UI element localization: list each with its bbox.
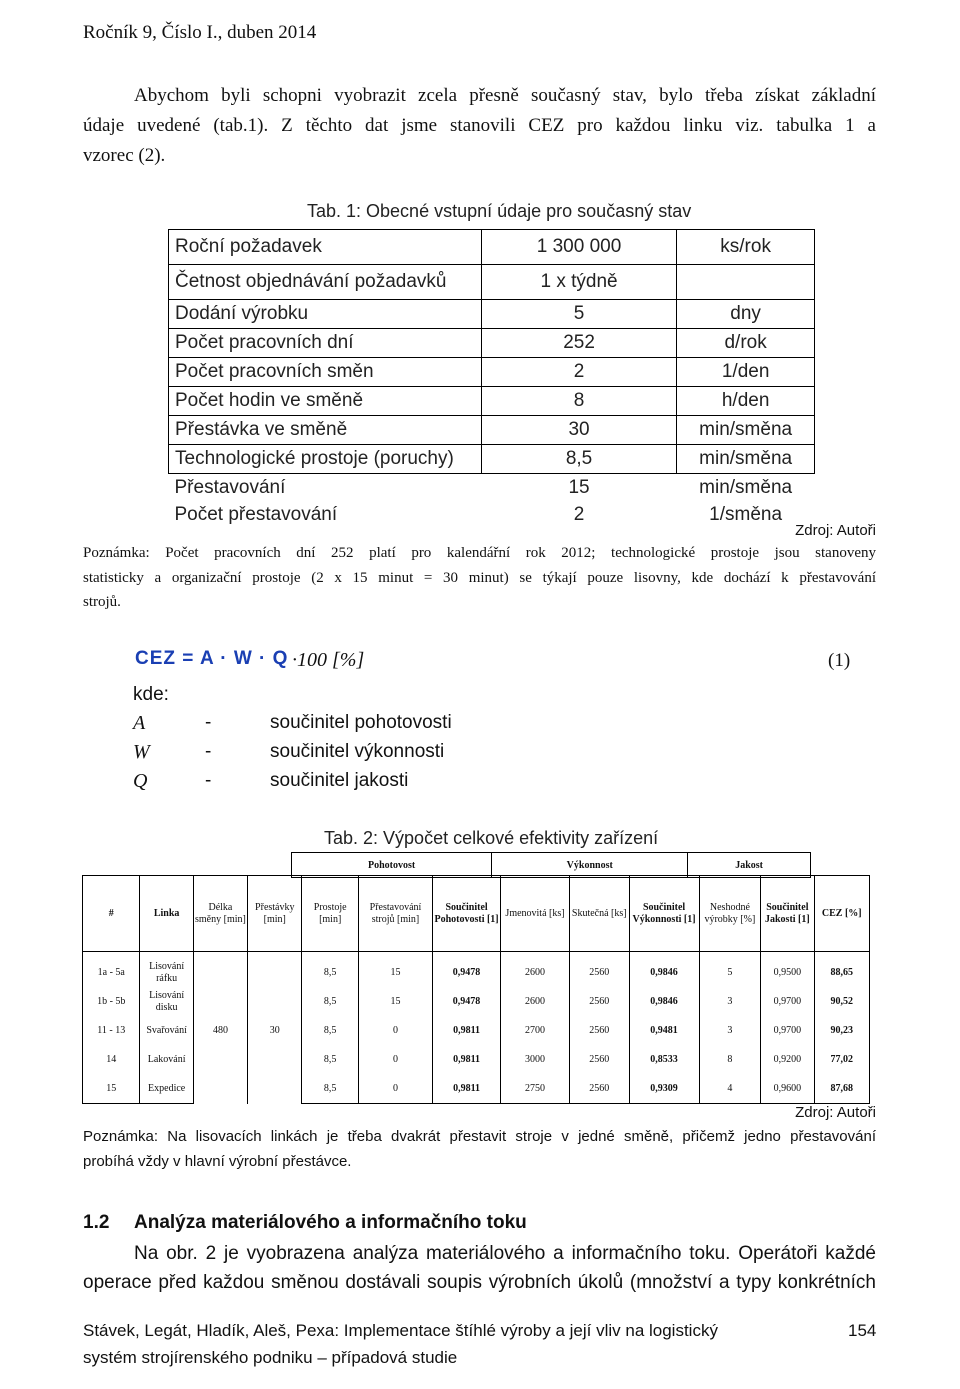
downtime-cell: 8,5: [302, 1016, 358, 1045]
table1-label: Roční požadavek: [169, 230, 482, 265]
table-row: [169, 329, 815, 358]
availability-cell: 0,9478: [433, 958, 501, 987]
column-header: Délka směny [min]: [193, 876, 247, 952]
journal-issue-header: Ročník 9, Číslo I., duben 2014: [83, 22, 317, 43]
section-body-line-1: Na obr. 2 je vyobrazena analýza materiálového a informačního toku. Operátoři každé: [134, 1243, 876, 1264]
intro-line-3: vzorec (2).: [83, 145, 166, 166]
quality-cell: 0,9600: [761, 1074, 814, 1104]
table1-unit: min/směna: [699, 477, 793, 498]
performance-cell: 0,9309: [629, 1074, 699, 1104]
table1-source: Zdroj: Autoři: [795, 522, 876, 539]
table-row: [169, 501, 815, 528]
table1-value: 2: [573, 504, 585, 525]
footer-authors-line-2: systém strojírenského podniku – případová studie: [83, 1348, 458, 1367]
variable-description: součinitel pohotovosti: [270, 712, 452, 733]
performance-cell: 0,9481: [629, 1016, 699, 1045]
actual-cell: 2560: [569, 987, 629, 1016]
column-header: Přestávky [min]: [248, 876, 302, 952]
page-number: 154: [848, 1321, 877, 1340]
availability-cell: 0,9478: [433, 987, 501, 1016]
table1-unit: min/směna: [677, 416, 815, 445]
row-line: Lisování disku: [140, 987, 193, 1016]
table1-label: Počet pracovních směn: [169, 358, 482, 387]
defects-cell: 3: [699, 1016, 761, 1045]
table1-caption: Tab. 1: Obecné vstupní údaje pro současný stav: [307, 201, 692, 221]
column-header: Prostoje [min]: [302, 876, 358, 952]
nominal-cell: 2600: [501, 958, 570, 987]
actual-cell: 2560: [569, 1016, 629, 1045]
intro-line-1: Abychom byli schopni vyobrazit zcela přesně současný stav, bylo třeba získat základní: [134, 85, 876, 106]
table1-unit: [677, 265, 815, 300]
table2-source: Zdroj: Autoři: [795, 1104, 876, 1121]
table1-label: Dodání výrobku: [169, 300, 482, 329]
row-id: 1b - 5b: [83, 987, 140, 1016]
availability-cell: 0,9811: [433, 1074, 501, 1104]
table2-header-row: [83, 876, 870, 952]
availability-cell: 0,9811: [433, 1016, 501, 1045]
row-id: 11 - 13: [83, 1016, 140, 1045]
table1-note-line-1: Poznámka: Počet pracovních dní 252 platí pro kalendářní rok 2012; technologické prostoje jsou stanoveny: [83, 545, 876, 561]
column-header: Neshodné výrobky [%]: [699, 876, 761, 952]
variable-description: součinitel výkonnosti: [270, 741, 445, 762]
table1-unit: d/rok: [677, 329, 815, 358]
column-header: Přestavování strojů [min]: [358, 876, 432, 952]
table-row: [83, 958, 870, 987]
setup-cell: 15: [358, 987, 432, 1016]
row-line: Lakování: [140, 1045, 193, 1074]
row-line: Expedice: [140, 1074, 193, 1104]
column-header: Skutečná [ks]: [569, 876, 629, 952]
formula-number: (1): [828, 650, 851, 671]
table1-unit: 1/směna: [709, 504, 783, 525]
footer-authors-line-1: Stávek, Legát, Hladík, Aleš, Pexa: Implementace štíhlé výroby a její vliv na logistický: [83, 1321, 718, 1340]
table1-value: 15: [568, 477, 590, 498]
table2: [82, 875, 870, 1104]
nominal-cell: 3000: [501, 1045, 570, 1074]
table-row: [169, 445, 815, 474]
oee-cell: 90,23: [814, 1016, 869, 1045]
variable-dash: -: [205, 770, 212, 791]
formula-rhs: ·100 [%]: [292, 649, 365, 671]
column-header: Jmenovitá [ks]: [501, 876, 570, 952]
column-header: Linka: [140, 876, 193, 952]
table-row: [169, 230, 815, 265]
table2-note-line-2: probíhá vždy v hlavní výrobní přestávce.: [83, 1153, 352, 1170]
shift-length-cell: 480: [193, 958, 247, 1104]
section-number: 1.2: [83, 1212, 110, 1233]
defects-cell: 5: [699, 958, 761, 987]
table-row: [169, 358, 815, 387]
section-body-line-2: operace před každou směnou dostávali soupis výrobních úkolů (množství a typy konkrétních: [83, 1272, 876, 1293]
table-row: [169, 387, 815, 416]
nominal-cell: 2600: [501, 987, 570, 1016]
nominal-cell: 2750: [501, 1074, 570, 1104]
variable-description: součinitel jakosti: [270, 770, 409, 791]
variable-symbol: W: [133, 741, 150, 763]
table1-label: Četnost objednávání požadavků: [169, 265, 482, 300]
table1-note-line-2: statisticky a organizační prostoje (2 x 15 minut = 30 minut) se týkají pouze lisovny, kde dochází k přestavování: [83, 570, 876, 586]
performance-cell: 0,9846: [629, 958, 699, 987]
availability-cell: 0,9811: [433, 1045, 501, 1074]
setup-cell: 0: [358, 1074, 432, 1104]
table1-value: 1 x týdně: [481, 265, 676, 300]
table1-unit: 1/den: [677, 358, 815, 387]
variable-dash: -: [205, 741, 212, 762]
section-title: Analýza materiálového a informačního toku: [134, 1212, 527, 1233]
group-header-quality: Jakost: [688, 853, 811, 878]
column-header: #: [83, 876, 140, 952]
defects-cell: 8: [699, 1045, 761, 1074]
quality-cell: 0,9700: [761, 1016, 814, 1045]
table1-unit: h/den: [677, 387, 815, 416]
table1-label: Technologické prostoje (poruchy): [169, 445, 482, 474]
table1-value: 8,5: [481, 445, 676, 474]
quality-cell: 0,9700: [761, 987, 814, 1016]
group-header-performance: Výkonnost: [492, 853, 688, 878]
variable-symbol: Q: [133, 770, 148, 792]
table1-unit: ks/rok: [677, 230, 815, 265]
table-row: [169, 300, 815, 329]
row-id: 1a - 5a: [83, 958, 140, 987]
group-header-availability: Pohotovost: [292, 853, 492, 878]
row-line: Lisování ráfku: [140, 958, 193, 987]
table1: [168, 229, 815, 528]
nominal-cell: 2700: [501, 1016, 570, 1045]
table-row: [169, 474, 815, 502]
setup-cell: 0: [358, 1045, 432, 1074]
setup-cell: 0: [358, 1016, 432, 1045]
actual-cell: 2560: [569, 1074, 629, 1104]
downtime-cell: 8,5: [302, 1074, 358, 1104]
oee-cell: 90,52: [814, 987, 869, 1016]
break-cell: 30: [248, 958, 302, 1104]
table1-note-line-3: strojů.: [83, 594, 121, 610]
table1-label: Počet hodin ve směně: [169, 387, 482, 416]
table1-value: 2: [481, 358, 676, 387]
column-header: Součinitel Jakosti [1]: [761, 876, 814, 952]
table1-value: 252: [481, 329, 676, 358]
downtime-cell: 8,5: [302, 987, 358, 1016]
variable-symbol: A: [133, 712, 146, 734]
table-row: [169, 416, 815, 445]
table2-caption: Tab. 2: Výpočet celkové efektivity zařízení: [324, 828, 659, 848]
defects-cell: 3: [699, 987, 761, 1016]
table1-label: Počet přestavování: [174, 504, 338, 525]
oee-cell: 88,65: [814, 958, 869, 987]
table1-label: Přestávka ve směně: [169, 416, 482, 445]
table1-value: 1 300 000: [481, 230, 676, 265]
defects-cell: 4: [699, 1074, 761, 1104]
performance-cell: 0,8533: [629, 1045, 699, 1074]
downtime-cell: 8,5: [302, 958, 358, 987]
performance-cell: 0,9846: [629, 987, 699, 1016]
actual-cell: 2560: [569, 1045, 629, 1074]
row-id: 15: [83, 1074, 140, 1104]
intro-line-2: údaje uvedené (tab.1). Z těchto dat jsme stanovili CEZ pro každou linku viz. tabulka 1 a: [83, 115, 876, 136]
quality-cell: 0,9500: [761, 958, 814, 987]
table1-label: Počet pracovních dní: [169, 329, 482, 358]
table1-unit: min/směna: [677, 445, 815, 474]
actual-cell: 2560: [569, 958, 629, 987]
table1-unit: dny: [677, 300, 815, 329]
formula-where-label: kde:: [133, 684, 169, 705]
table1-label: Přestavování: [174, 477, 286, 498]
column-header: Součinitel Výkonnosti [1]: [629, 876, 699, 952]
formula-lhs: CEZ = A · W · Q: [135, 648, 289, 669]
row-line: Svařování: [140, 1016, 193, 1045]
variable-dash: -: [205, 712, 212, 733]
oee-cell: 77,02: [814, 1045, 869, 1074]
quality-cell: 0,9200: [761, 1045, 814, 1074]
column-header: Součinitel Pohotovosti [1]: [433, 876, 501, 952]
setup-cell: 15: [358, 958, 432, 987]
oee-cell: 87,68: [814, 1074, 869, 1104]
column-header: CEZ [%]: [814, 876, 869, 952]
downtime-cell: 8,5: [302, 1045, 358, 1074]
row-id: 14: [83, 1045, 140, 1074]
table2-note-line-1: Poznámka: Na lisovacích linkách je třeba dvakrát přestavit stroje v jedné směně, přičemž jedno přestavování: [83, 1128, 876, 1145]
table1-value: 30: [481, 416, 676, 445]
table1-value: 5: [481, 300, 676, 329]
table-row: [169, 265, 815, 300]
table1-value: 8: [481, 387, 676, 416]
